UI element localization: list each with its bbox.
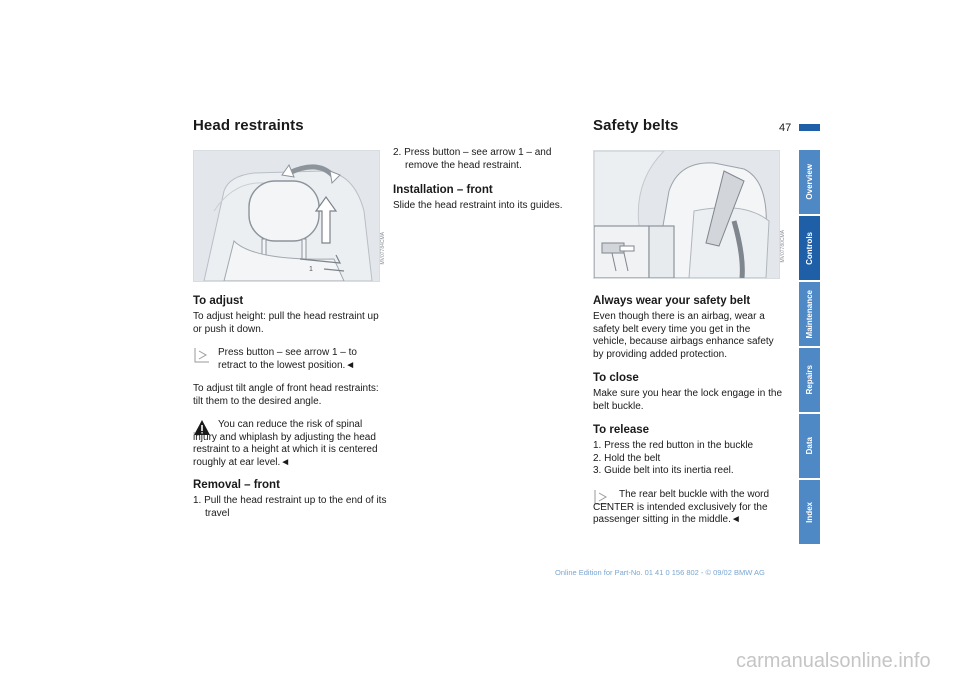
to-adjust-text: To adjust height: pull the head restraint up or push it down. [193,311,379,335]
tab-label: Controls [805,231,814,265]
release-step-1: 1. Press the red button in the buckle [593,440,754,451]
tilt-text: To adjust tilt angle of front head restraints: tilt them to the desired angle. [193,383,379,407]
warning-text: You can reduce the risk of spinal injury and whiplash by adjusting the head restraint to a height at which it is centered roughly at ear level.◄ [193,419,378,468]
tab-label: Repairs [805,365,814,395]
heading-to-adjust: To adjust [193,295,244,307]
page-title-safety-belts: Safety belts [593,117,679,134]
tab-controls[interactable] [799,216,820,280]
heading-to-close: To close [593,372,639,384]
tab-maintenance[interactable] [799,282,820,346]
footer-edition: Online Edition for Part-No. 01 41 0 156 802 - © 09/02 BMW AG [555,568,765,577]
note-icon [193,346,211,364]
heading-always-wear: Always wear your safety belt [593,295,751,307]
tab-data[interactable] [799,414,820,478]
heading-installation-front: Installation – front [393,184,493,196]
head-restraint-illustration [193,150,380,282]
image-code: MV07780CMA [780,230,786,263]
release-step-3: 3. Guide belt into its inertia reel. [593,465,734,477]
always-wear-text: Even though there is an airbag, wear a safety belt every time you get in the vehicle, because airbags enhance safety by providing added protection. [593,311,774,360]
tab-label: Index [805,501,814,523]
tab-repairs[interactable] [799,348,820,412]
note-center-buckle-text: The rear belt buckle with the word CENTER is intended exclusively for the passenger sitting in the middle.◄ [593,489,770,526]
tab-overview[interactable] [799,150,820,214]
to-close-text: Make sure you hear the lock engage in the belt buckle. [593,388,783,412]
removal-step-2: 2. Press button – see arrow 1 – and remove the head restraint. [393,147,552,171]
page-marker-bar [799,124,820,131]
svg-text:1: 1 [309,266,313,273]
warning-note [193,418,388,474]
watermark: carmanualsonline.info [736,650,931,672]
image-code: MV07784CMA [380,232,386,265]
safety-belt-illustration [593,150,780,279]
heading-removal-front: Removal – front [193,479,280,491]
tab-label: Overview [805,164,814,200]
tab-index[interactable] [799,480,820,544]
safety-belt-drawing [594,151,779,278]
page-title-head-restraints: Head restraints [193,117,304,134]
tab-label: Maintenance [805,289,814,339]
removal-step-1: 1. Pull the head restraint up to the end of its travel [193,495,387,519]
tab-label: Data [805,437,814,455]
heading-to-release: To release [593,424,650,436]
page-number: 47 [779,122,792,134]
head-restraint-drawing [194,151,379,281]
note-retract-text: Press button – see arrow 1 – to retract to the lowest position.◄ [218,347,357,371]
installation-text: Slide the head restraint into its guides. [393,200,563,211]
release-step-2: 2. Hold the belt [593,452,661,464]
note-center-buckle [593,488,788,544]
note-retract [193,346,386,376]
